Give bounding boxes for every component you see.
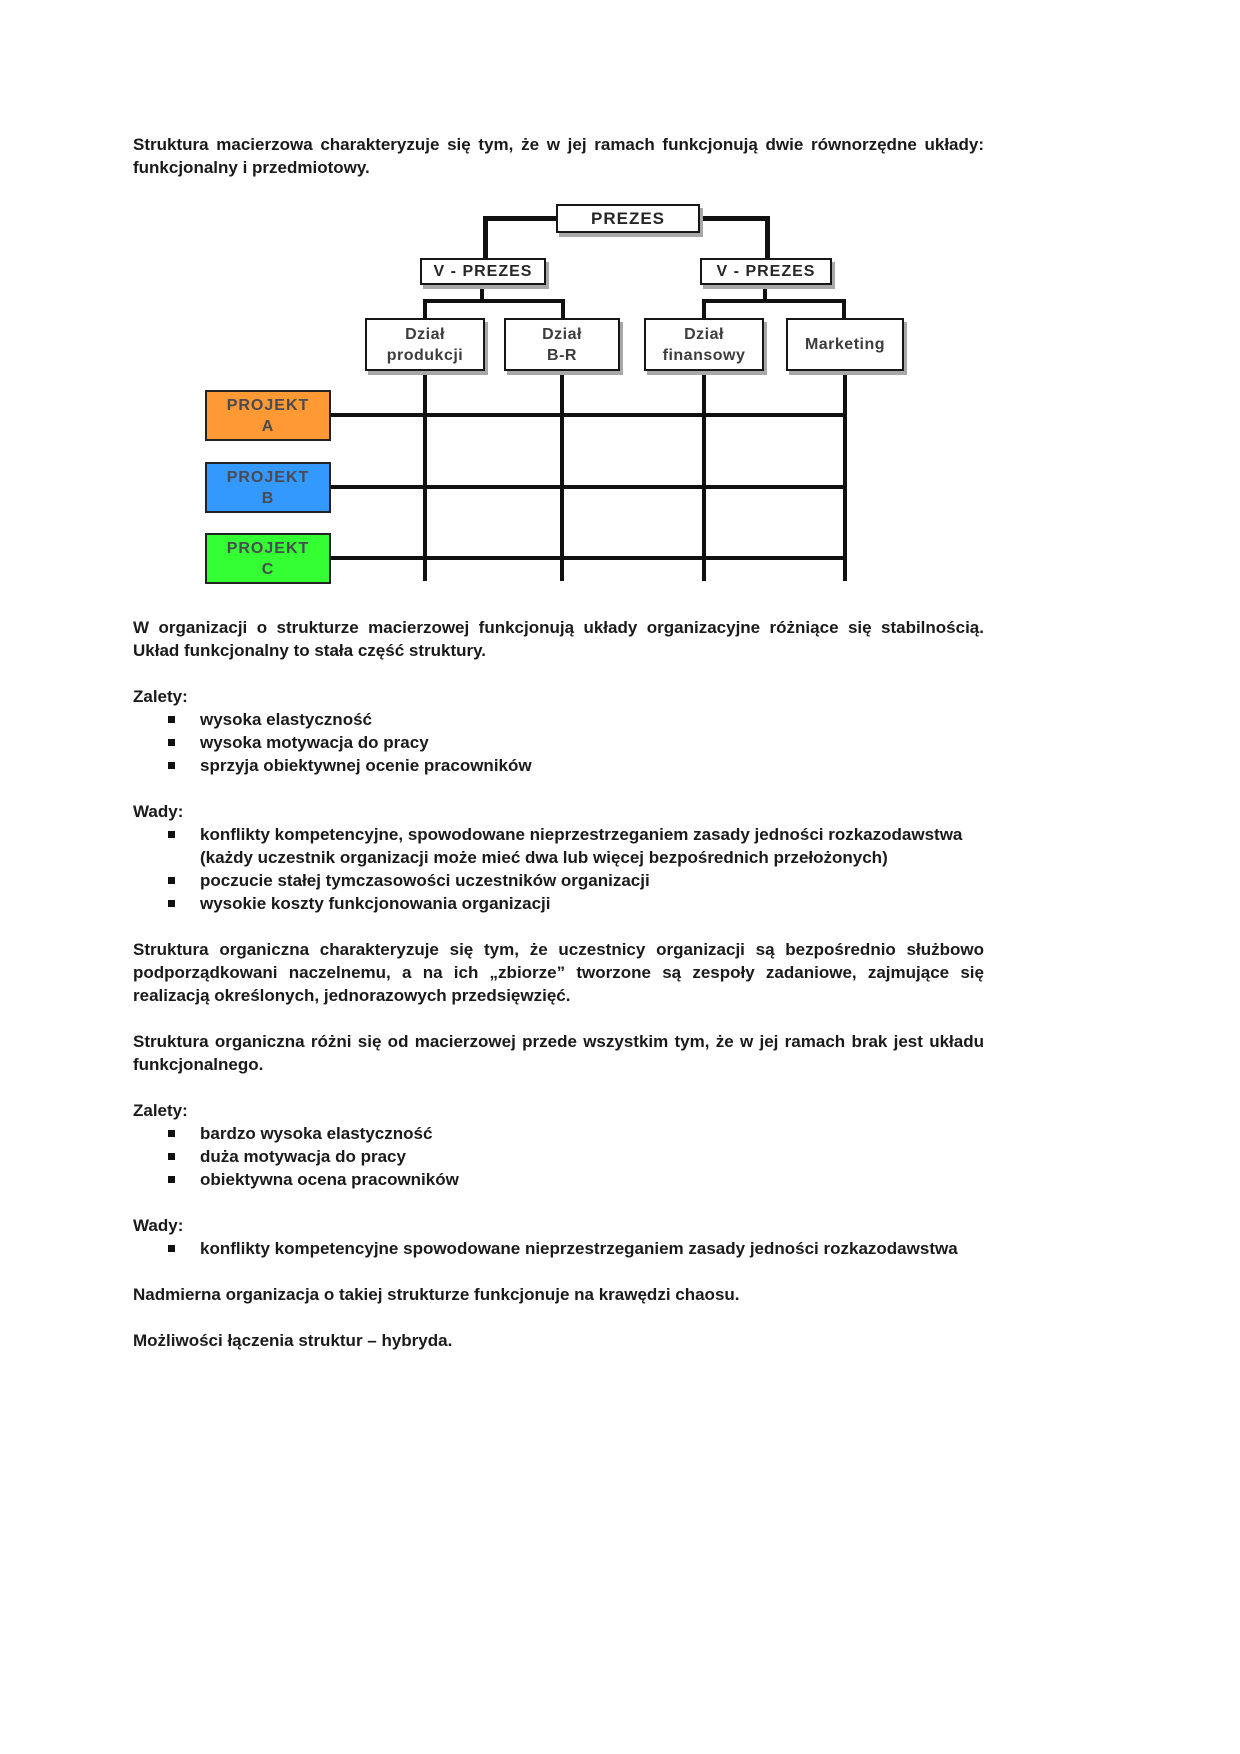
dept-produkcji-line2: produkcji bbox=[386, 346, 464, 364]
chaos-note-paragraph: Nadmierna organizacja o takiej strukturze funkcjonuje na krawędzi chaosu. bbox=[133, 1285, 740, 1304]
dept-finansowy-box bbox=[644, 318, 764, 371]
matrix-column-finansowy bbox=[702, 371, 706, 581]
disadvantages1-list bbox=[133, 823, 984, 915]
projekt-a-line2: A bbox=[261, 417, 275, 435]
advantage-item: wysoka elastyczność bbox=[168, 708, 984, 731]
connector-vpright-h bbox=[702, 299, 846, 303]
projekt-b-box bbox=[205, 462, 331, 513]
vice-prezes-right-label: V - PREZES bbox=[716, 263, 816, 280]
advantages2-list bbox=[133, 1122, 984, 1191]
dept-produkcji-line1: Dział bbox=[405, 325, 445, 343]
disadvantage-item: wysokie koszty funkcjonowania organizacji bbox=[168, 892, 984, 915]
matrix-note-paragraph: W organizacji o strukturze macierzowej funkcjonują układy organizacyjne różniące się stabilnością. Układ funkcjonalny to stała część struktury. bbox=[133, 618, 984, 660]
disadvantages1-label: Wady: bbox=[133, 802, 184, 821]
connector-dept3-v bbox=[702, 299, 706, 319]
dept-br-line1: Dział bbox=[542, 325, 582, 343]
prezes-label: PREZES bbox=[590, 209, 666, 228]
dept-finansowy-line2: finansowy bbox=[662, 346, 746, 364]
matrix-row-projekt-c bbox=[331, 556, 847, 560]
organic-difference-paragraph: Struktura organiczna różni się od macierzowej przede wszystkim tym, że w jej ramach brak jest układu funkcjonalnego. bbox=[133, 1032, 984, 1074]
dept-br-box bbox=[504, 318, 620, 371]
connector-dept2-v bbox=[561, 299, 565, 319]
projekt-a-box bbox=[205, 390, 331, 441]
vice-prezes-right-box bbox=[700, 258, 832, 285]
projekt-b-line2: B bbox=[261, 489, 275, 507]
dept-br-line2: B-R bbox=[547, 346, 577, 364]
connector-prezes-right-v bbox=[765, 216, 770, 260]
disadvantages2-label: Wady: bbox=[133, 1216, 184, 1235]
connector-prezes-left-v bbox=[483, 216, 488, 260]
dept-produkcji-box bbox=[365, 318, 485, 371]
connector-vpright-stub bbox=[763, 285, 767, 299]
projekt-c-line2: C bbox=[261, 560, 275, 578]
matrix-column-produkcji bbox=[423, 371, 427, 581]
disadvantage-item: konflikty kompetencyjne, spowodowane nieprzestrzeganiem zasady jedności rozkazodawstwa (każdy uczestnik organizacji może mieć dwa lub więcej bezpośrednich przełożonych) bbox=[168, 823, 984, 869]
advantage-item: wysoka motywacja do pracy bbox=[168, 731, 984, 754]
prezes-box bbox=[556, 204, 700, 233]
matrix-column-br bbox=[560, 371, 564, 581]
organic-structure-paragraph: Struktura organiczna charakteryzuje się tym, że uczestnicy organizacji są bezpośrednio służbowo podporządkowani naczelnemu, a na ich „zbiorze” tworzone są zespoły zadaniowe, zajmujące się realizacją określonych, jednorazowych przedsięwzięć. bbox=[133, 940, 984, 1005]
disadvantages2-list bbox=[133, 1237, 984, 1260]
advantages1-label: Zalety: bbox=[133, 687, 188, 706]
projekt-c-line1: PROJEKT bbox=[226, 539, 310, 557]
org-chart-diagram bbox=[0, 195, 1240, 593]
connector-prezes-left-h bbox=[483, 216, 561, 221]
advantage-item: bardzo wysoka elastyczność bbox=[168, 1122, 984, 1145]
matrix-row-projekt-a bbox=[331, 413, 847, 417]
disadvantage-item: poczucie stałej tymczasowości uczestników organizacji bbox=[168, 869, 984, 892]
advantage-item: sprzyja obiektywnej ocenie pracowników bbox=[168, 754, 984, 777]
vice-prezes-left-label: V - PREZES bbox=[433, 263, 533, 280]
advantage-item: obiektywna ocena pracowników bbox=[168, 1168, 984, 1191]
intro-paragraph: Struktura macierzowa charakteryzuje się tym, że w jej ramach funkcjonują dwie równorzędne układy: funkcjonalny i przedmiotowy. bbox=[133, 135, 984, 177]
matrix-row-projekt-b bbox=[331, 485, 847, 489]
projekt-c-box bbox=[205, 533, 331, 584]
advantage-item: duża motywacja do pracy bbox=[168, 1145, 984, 1168]
matrix-column-marketing bbox=[843, 371, 847, 581]
advantages2-label: Zalety: bbox=[133, 1101, 188, 1120]
projekt-a-line1: PROJEKT bbox=[226, 396, 310, 414]
connector-dept4-v bbox=[842, 299, 846, 319]
projekt-b-line1: PROJEKT bbox=[226, 468, 310, 486]
hybrid-note-paragraph: Możliwości łączenia struktur – hybryda. bbox=[133, 1331, 453, 1350]
vice-prezes-left-box bbox=[420, 258, 546, 285]
disadvantage-item: konflikty kompetencyjne spowodowane nieprzestrzeganiem zasady jedności rozkazodawstwa bbox=[168, 1237, 984, 1260]
connector-vpleft-stub bbox=[480, 285, 484, 299]
connector-vpleft-h bbox=[423, 299, 565, 303]
dept-marketing-label: Marketing bbox=[804, 336, 886, 353]
connector-dept1-v bbox=[423, 299, 427, 319]
advantages1-list bbox=[133, 708, 984, 777]
dept-marketing-box bbox=[786, 318, 904, 371]
dept-finansowy-line1: Dział bbox=[684, 325, 724, 343]
connector-prezes-right-h bbox=[697, 216, 770, 221]
